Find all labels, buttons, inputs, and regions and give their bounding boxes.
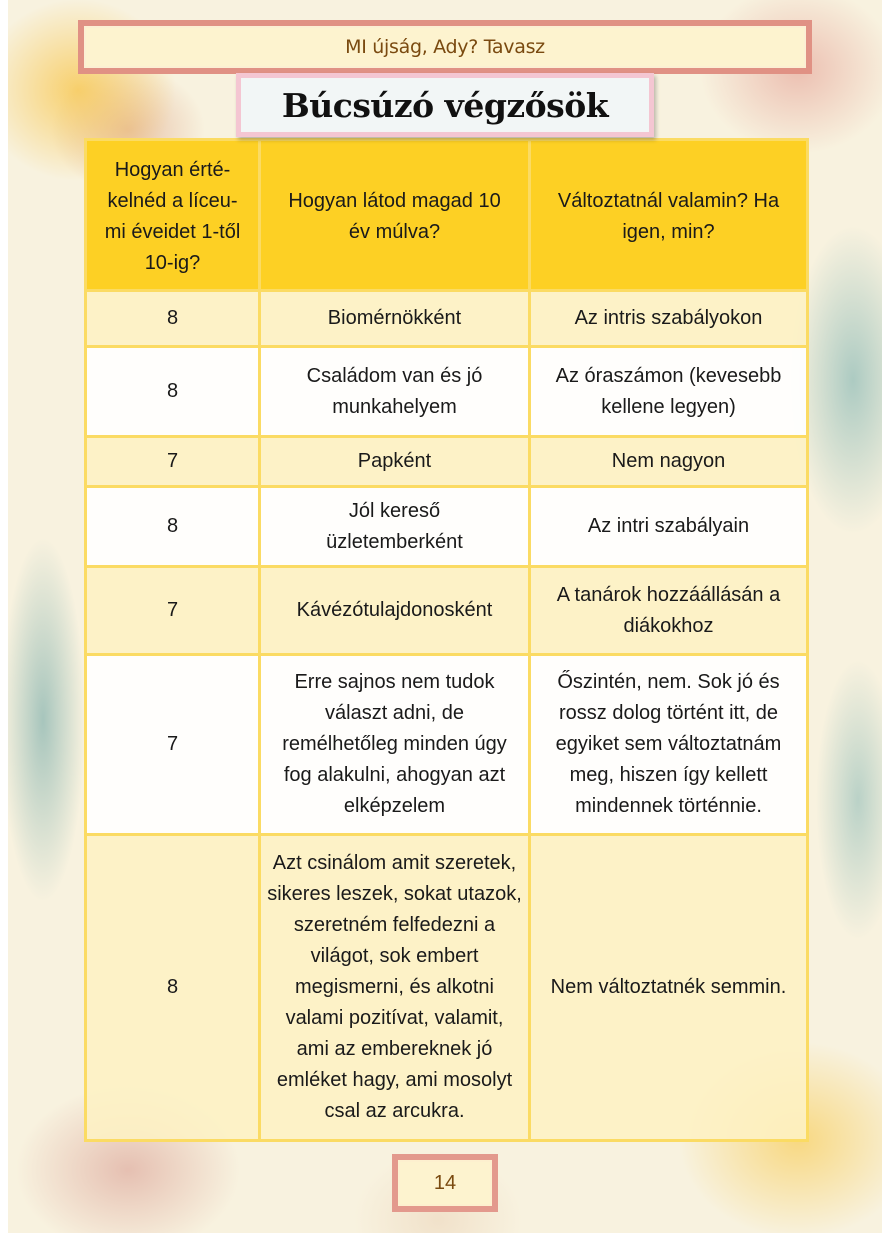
rating-cell: 8 xyxy=(86,487,260,567)
column-header-rating-text: Hogyan érté-kelnéd a líceu-mi éveidet 1-től 10-ig? xyxy=(104,159,241,274)
column-header-rating xyxy=(86,140,260,291)
column-header-future xyxy=(260,140,530,291)
table-row xyxy=(86,835,808,1141)
rating-cell: 7 xyxy=(86,655,260,835)
table-row xyxy=(86,347,808,437)
rating-cell: 8 xyxy=(86,291,260,347)
column-header-change-text: Változtatnál valamin? Ha igen, min? xyxy=(557,190,780,243)
future-cell: Azt csinálom amit szeretek, sikeres leszek, sokat utazok, szeretném felfedezni a világot, sok embert megismerni, és alkotni valami pozitívat, valamit, ami az embereknek jó emléket hagy, ami mosolyt csal az arcukra. xyxy=(260,835,530,1141)
article-title: Búcsúzó végzősök xyxy=(281,85,609,125)
column-header-future-text: Hogyan látod magad 10 év múlva? xyxy=(288,190,501,243)
change-cell: Őszintén, nem. Sok jó és rossz dolog történt itt, de egyiket sem változtatnám meg, hiszen így kellett mindennek történnie. xyxy=(530,655,808,835)
column-header-change xyxy=(530,140,808,291)
table-header-row xyxy=(86,140,808,291)
table-row xyxy=(86,437,808,487)
page-number-box xyxy=(392,1154,498,1212)
future-cell: Biomérnökként xyxy=(260,291,530,347)
change-cell: Nem nagyon xyxy=(530,437,808,487)
future-cell: Kávézótulajdonosként xyxy=(260,567,530,655)
future-cell: Jól kereső üzletemberként xyxy=(260,487,530,567)
rating-cell: 7 xyxy=(86,437,260,487)
change-cell: Az intri szabályain xyxy=(530,487,808,567)
table-row xyxy=(86,291,808,347)
future-cell: Családom van és jó munkahelyem xyxy=(260,347,530,437)
rating-cell: 7 xyxy=(86,567,260,655)
table-row xyxy=(86,567,808,655)
article-title-box xyxy=(236,73,654,137)
change-cell: Az óraszámon (kevesebb kellene legyen) xyxy=(530,347,808,437)
future-cell: Papként xyxy=(260,437,530,487)
rating-cell: 8 xyxy=(86,835,260,1141)
table-row xyxy=(86,487,808,567)
change-cell: A tanárok hozzáállásán a diákokhoz xyxy=(530,567,808,655)
survey-table xyxy=(84,138,809,1142)
publication-name: MI újság, Ady? Tavasz xyxy=(345,36,545,58)
publication-header xyxy=(78,20,812,74)
rating-cell: 8 xyxy=(86,347,260,437)
change-cell: Az intris szabályokon xyxy=(530,291,808,347)
page-number: 14 xyxy=(433,1171,457,1194)
table-row xyxy=(86,655,808,835)
future-cell: Erre sajnos nem tudok választ adni, de remélhetőleg minden úgy fog alakulni, ahogyan azt elképzelem xyxy=(260,655,530,835)
change-cell: Nem változtatnék semmin. xyxy=(530,835,808,1141)
